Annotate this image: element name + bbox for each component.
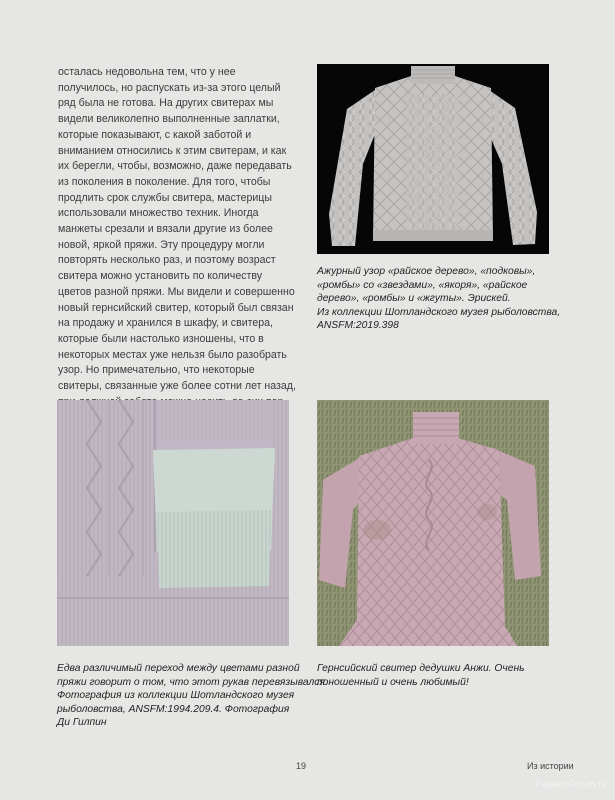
section-title: Из истории (527, 761, 574, 771)
page-number: 19 (296, 761, 307, 771)
watermark: PassionForum.ru (535, 779, 607, 789)
caption-bottom-left: Едва различимый переход между цветами разной пряжи говорит о том, что этот рукав перевязывался. Фотография из коллекции Шотландского музея рыболовства, ANSFM:1994.209.4. Фотография Ди Гилпин (57, 663, 328, 729)
caption-bottom-right: Гернсийский свитер дедушки Анжи. Очень поношенный и очень любимый! (317, 663, 525, 688)
photo-pink-sweater (317, 400, 549, 646)
caption-top-right: Ажурный узор «райское дерево», «подковы», «ромбы» со «звездами», «якоря», «райское дерево», «ромбы» и «жгуты». Эрискей. Из коллекции Шотландского музея рыболовства, ANSFM:2019.398 (317, 266, 561, 332)
body-text: осталась недовольна тем, что у нее получилось, но распускать из-за этого целый ряд была не готова. На других свитерах мы видели великолепно выполненные заплатки, которые показывают, с какой заботой и вниманием относились к этим свитерам, и как их берегли, чтобы, возможно, даже передавать из поколения в поколение. Для того, чтобы продлить срок службы свитера, мастерицы использовали множество техник. Иногда манжеты срезали и вязали другие из более новой, яркой пряжи. Эту процедуру могли повторять несколько раз, и поэтому возраст свитера можно установить по количеству цветов разной пряжи. Мы видели и совершенно новый гернсийский свитер, который был связан на продажу и хранился в шкафу, и свитера, которые были настолько изношены, что в некоторых местах уже нельзя было разобрать узор. Но примечательно, что некоторые свитеры, связанные уже более сотни лет назад, (58, 66, 296, 393)
photo-sleeve-closeup (57, 400, 289, 646)
photo-grey-sweater (317, 64, 549, 254)
